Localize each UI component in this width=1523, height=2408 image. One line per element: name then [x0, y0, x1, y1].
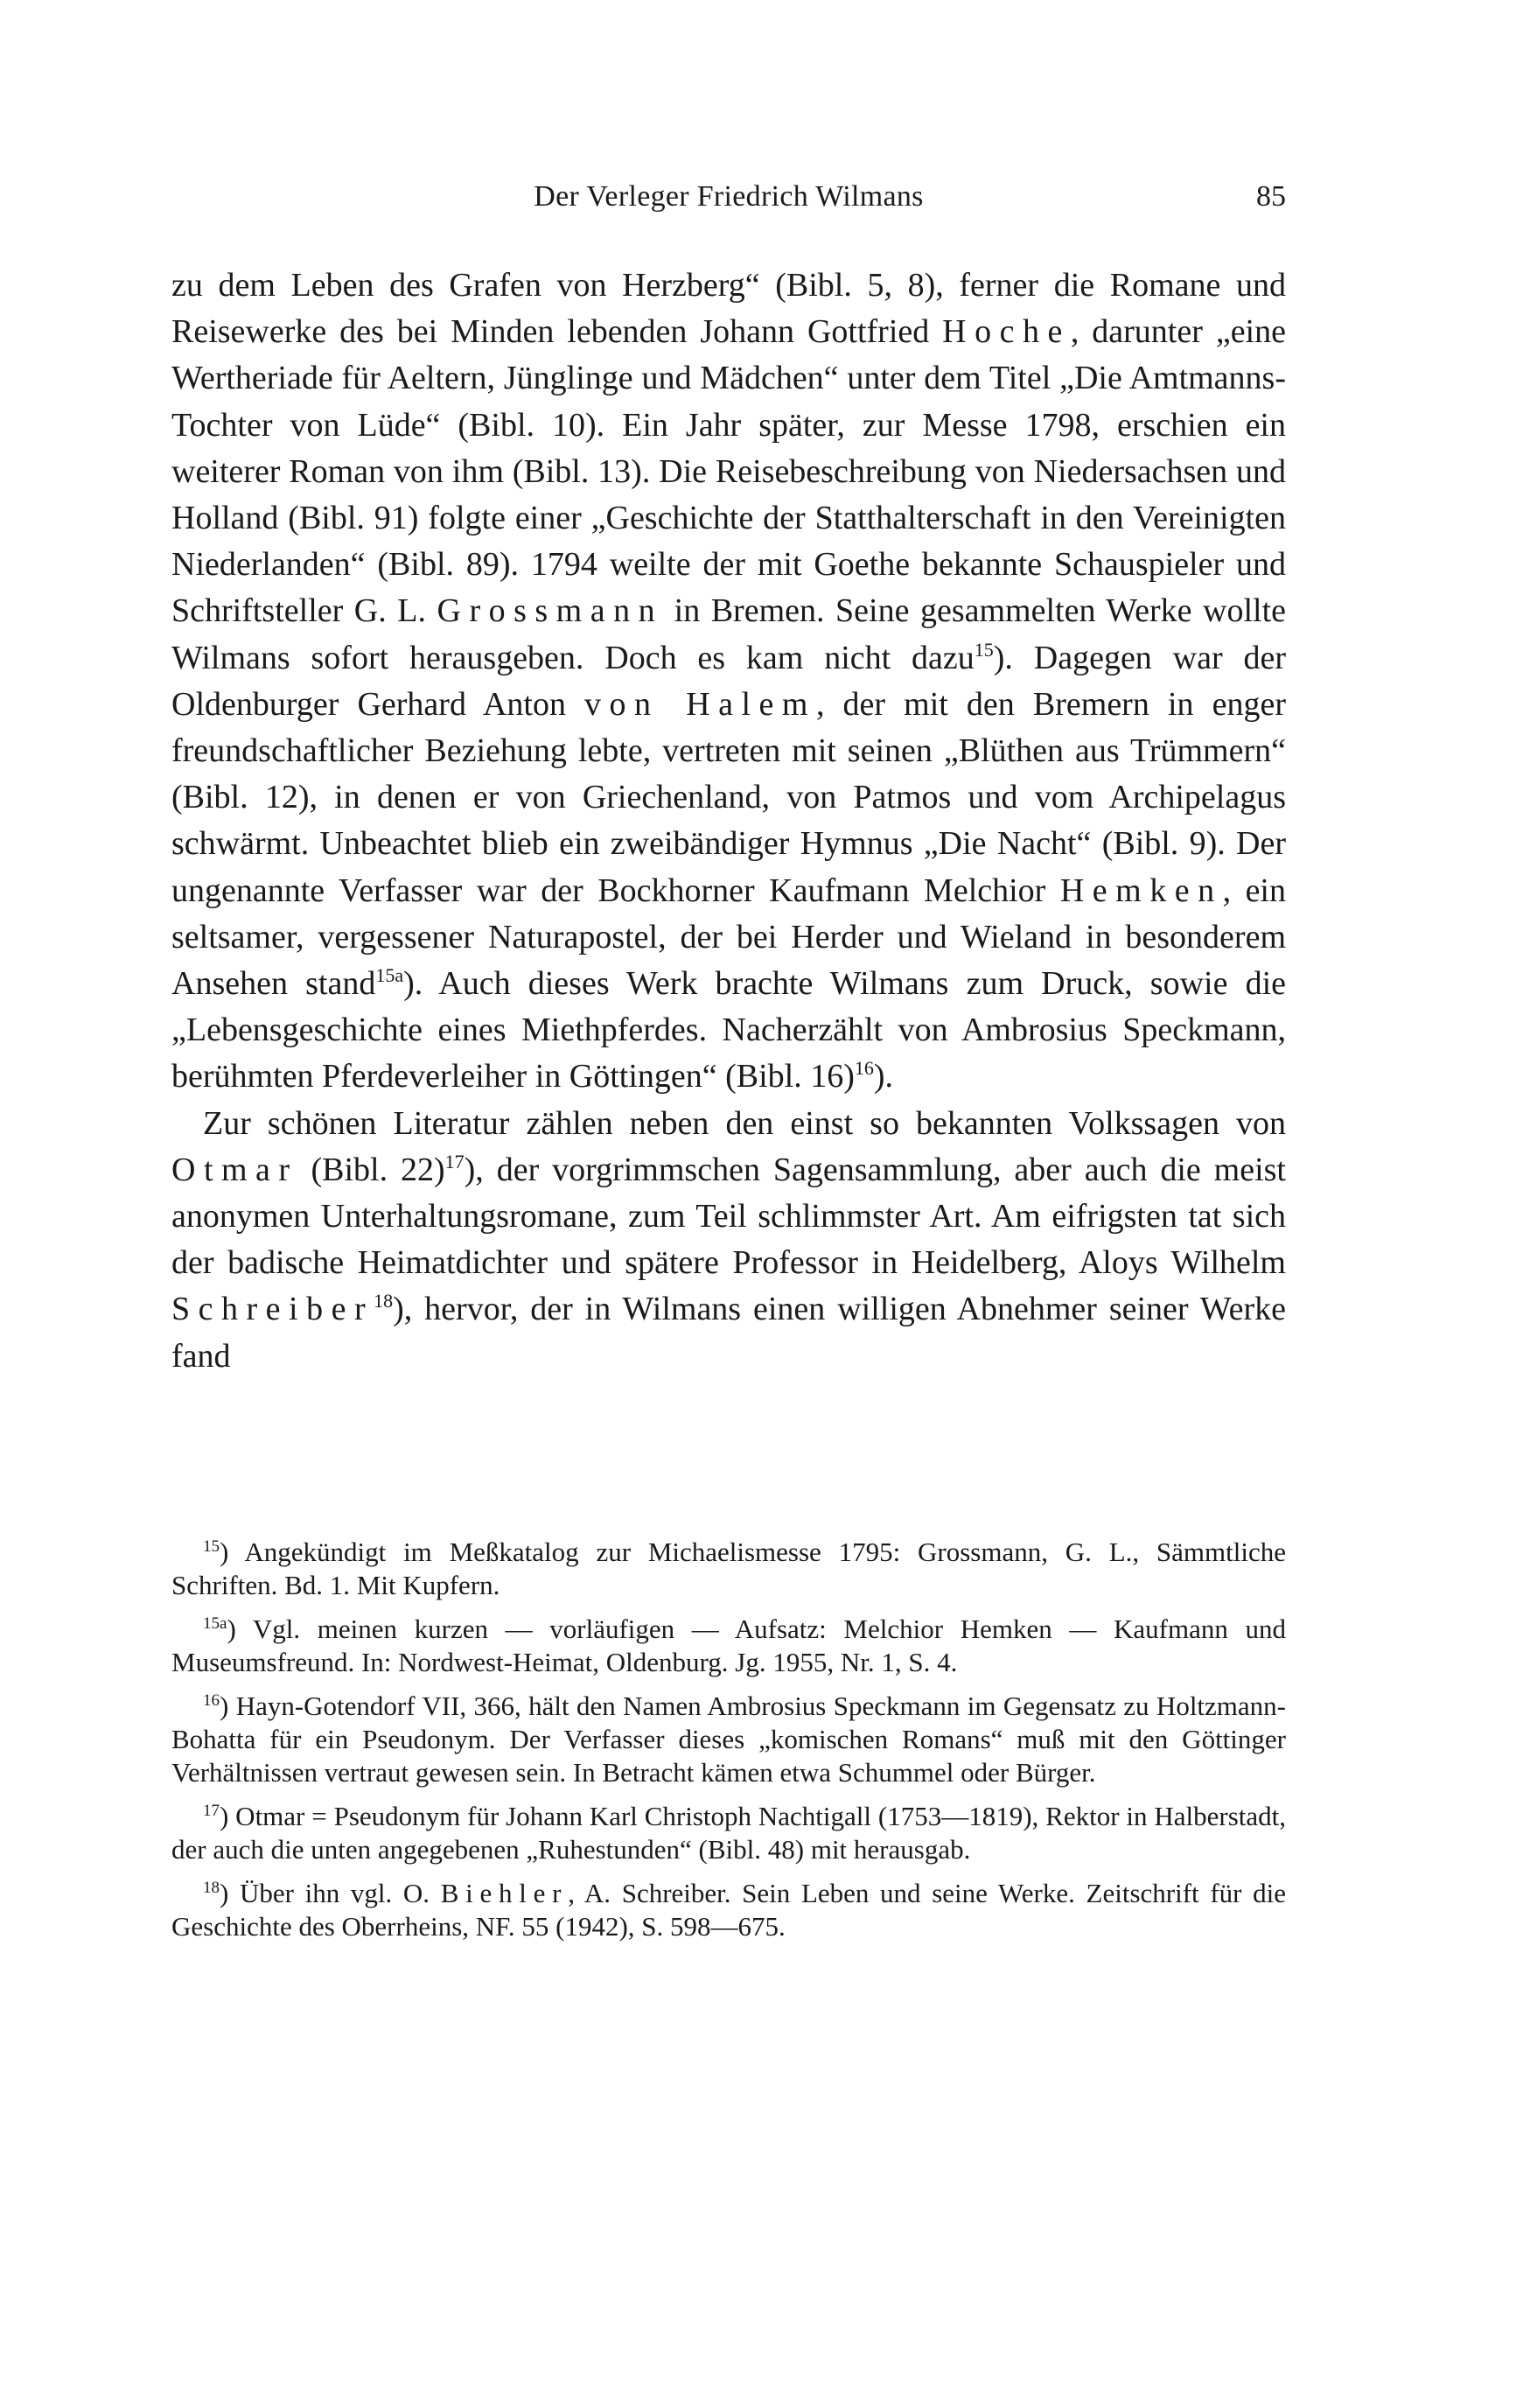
text-run: ), der vorgrimmschen Sagensammlung, aber auch die meist anonymen Unterhaltungsromane, zum Teil schlimmster Art. Am eifrigsten tat sich der badische Heimatdichter und spätere Professor in Heidelberg, Aloys Wilhelm [171, 1151, 1286, 1282]
running-title: Der Verleger Friedrich Wilmans [534, 180, 924, 213]
text-run: (Bibl. 22) [297, 1151, 445, 1188]
author-name: Biehler [440, 1878, 569, 1908]
footnote-text: ) Über ihn vgl. O. [220, 1878, 441, 1908]
footnote-number: 16 [203, 1691, 220, 1710]
footnote-15 [171, 1536, 1286, 1602]
paragraph-2 [171, 1101, 1286, 1380]
footnote-15a [171, 1613, 1286, 1679]
footnote-number: 15a [203, 1614, 227, 1633]
footnote-text: ) Vgl. meinen kurzen — vorläufigen — Aufsatz: Melchior Hemken — Kaufmann und Museumsfreund. In: Nordwest-Heimat, Oldenburg. Jg. 1955, Nr. 1, S. 4. [171, 1614, 1286, 1677]
page-number: 85 [1256, 180, 1286, 213]
author-name: von Halem [584, 685, 816, 723]
main-text [171, 262, 1286, 1380]
footnote-reference: 17 [444, 1150, 465, 1172]
text-run: , der mit den Bremern in enger freundschaftlicher Beziehung lebte, vertreten mit seinen „Blüthen aus Trümmern“ (Bibl. 12), in denen er von Griechenland, von Patmos und vom Archipelagus schwärmt. Unbeachtet blieb ein zweibändiger Hymnus „Die Nacht“ (Bibl. 9). Der ungenannte Verfasser war der Bockhorner Kaufmann Melchior [171, 685, 1286, 909]
footnote-reference: 16 [854, 1057, 874, 1080]
text-run: ), hervor, der in Wilmans einen willigen Abnehmer seiner Werke fand [171, 1291, 1286, 1375]
author-name: Hemken [1059, 872, 1223, 909]
text-run: , ein seltsamer, vergessener Naturapostel, der bei Herder und Wieland in besonderem Ansehen stand [171, 872, 1286, 1003]
footnote-number: 15 [203, 1537, 220, 1556]
author-name: Otmar [171, 1151, 298, 1188]
footnote-16 [171, 1690, 1286, 1789]
text-run: ). Auch dieses Werk brachte Wilmans zum Druck, sowie die „Lebensgeschichte eines Miethpferdes. Nacherzählt von Ambrosius Speckmann, berühmten Pferdeverleiher in Göttingen“ (Bibl. 16) [171, 965, 1286, 1096]
footnote-18 [171, 1877, 1286, 1943]
footnote-number: 17 [203, 1802, 220, 1820]
text-run: ). [873, 1058, 894, 1096]
footnote-marker [171, 1613, 227, 1646]
footnote-marker [171, 1690, 220, 1723]
text-run: , darunter „eine Wertheriade für Aeltern, Jünglinge und Mädchen“ unter dem Titel „Die Amtmanns-Tochter von Lüde“ (Bibl. 10). Ein Jahr später, zur Messe 1798, erschien ein weiterer Roman von ihm (Bibl. 13). Die Reisebeschreibung von Niedersachsen und Holland (Bibl. 91) folgte einer „Geschichte der Statthalterschaft in den Vereinigten Niederlanden“ (Bibl. 89). 1794 weilte der mit Goethe bekannte Schauspieler und Schriftsteller G. L. [171, 313, 1286, 630]
author-name: Hoche [942, 313, 1071, 351]
author-name: Schreiber [171, 1291, 374, 1328]
footnote-text: ) Angekündigt im Meßkatalog zur Michaelismesse 1795: Grossmann, G. L., Sämmtliche Schriften. Bd. 1. Mit Kupfern. [171, 1536, 1286, 1600]
footnote-number: 18 [203, 1879, 220, 1897]
footnote-reference: 18 [374, 1290, 394, 1312]
text-run: Zur schönen Literatur zählen neben den einst so bekannten Volkssagen von [203, 1104, 1286, 1142]
footnote-reference: 15a [375, 964, 404, 987]
author-name: Grossmann [437, 592, 664, 630]
footnotes [171, 1536, 1286, 1954]
footnote-text: ) Hayn-Gotendorf VII, 366, hält den Namen Ambrosius Speckmann im Gegensatz zu Holtzmann-Bohatta für ein Pseudonym. Der Verfasser dieses „komischen Romans“ muß mit den Göttinger Verhältnissen vertraut gewesen sein. In Betracht kämen etwa Schummel oder Bürger. [171, 1690, 1286, 1788]
footnote-marker [171, 1800, 220, 1833]
footnote-text: , A. Schreiber. Sein Leben und seine Werke. Zeitschrift für die Geschichte des Oberrheins, NF. 55 (1942), S. 598—675. [171, 1878, 1286, 1942]
footnote-text: ) Otmar = Pseudonym für Johann Karl Christoph Nachtigall (1753—1819), Rektor in Halberstadt, der auch die unten angegebenen „Ruhestunden“ (Bibl. 48) mit herausgab. [171, 1801, 1286, 1865]
footnote-marker [171, 1877, 220, 1910]
text-run: zu dem Leben des Grafen von Herzberg“ (Bibl. 5, 8), ferner die Romane und Reisewerke des bei Minden lebenden Johann Gottfried [171, 267, 1286, 351]
page-header [171, 180, 1286, 215]
text-run: ). Dagegen war der Oldenburger Gerhard Anton [171, 639, 1286, 723]
footnote-marker [171, 1536, 220, 1569]
text-run: in Bremen. Seine gesammelten Werke wollte Wilmans sofort herausgeben. Doch es kam nicht dazu [171, 592, 1286, 676]
footnote-reference: 15 [974, 638, 994, 661]
paragraph-1 [171, 262, 1286, 1101]
footnote-17 [171, 1800, 1286, 1866]
